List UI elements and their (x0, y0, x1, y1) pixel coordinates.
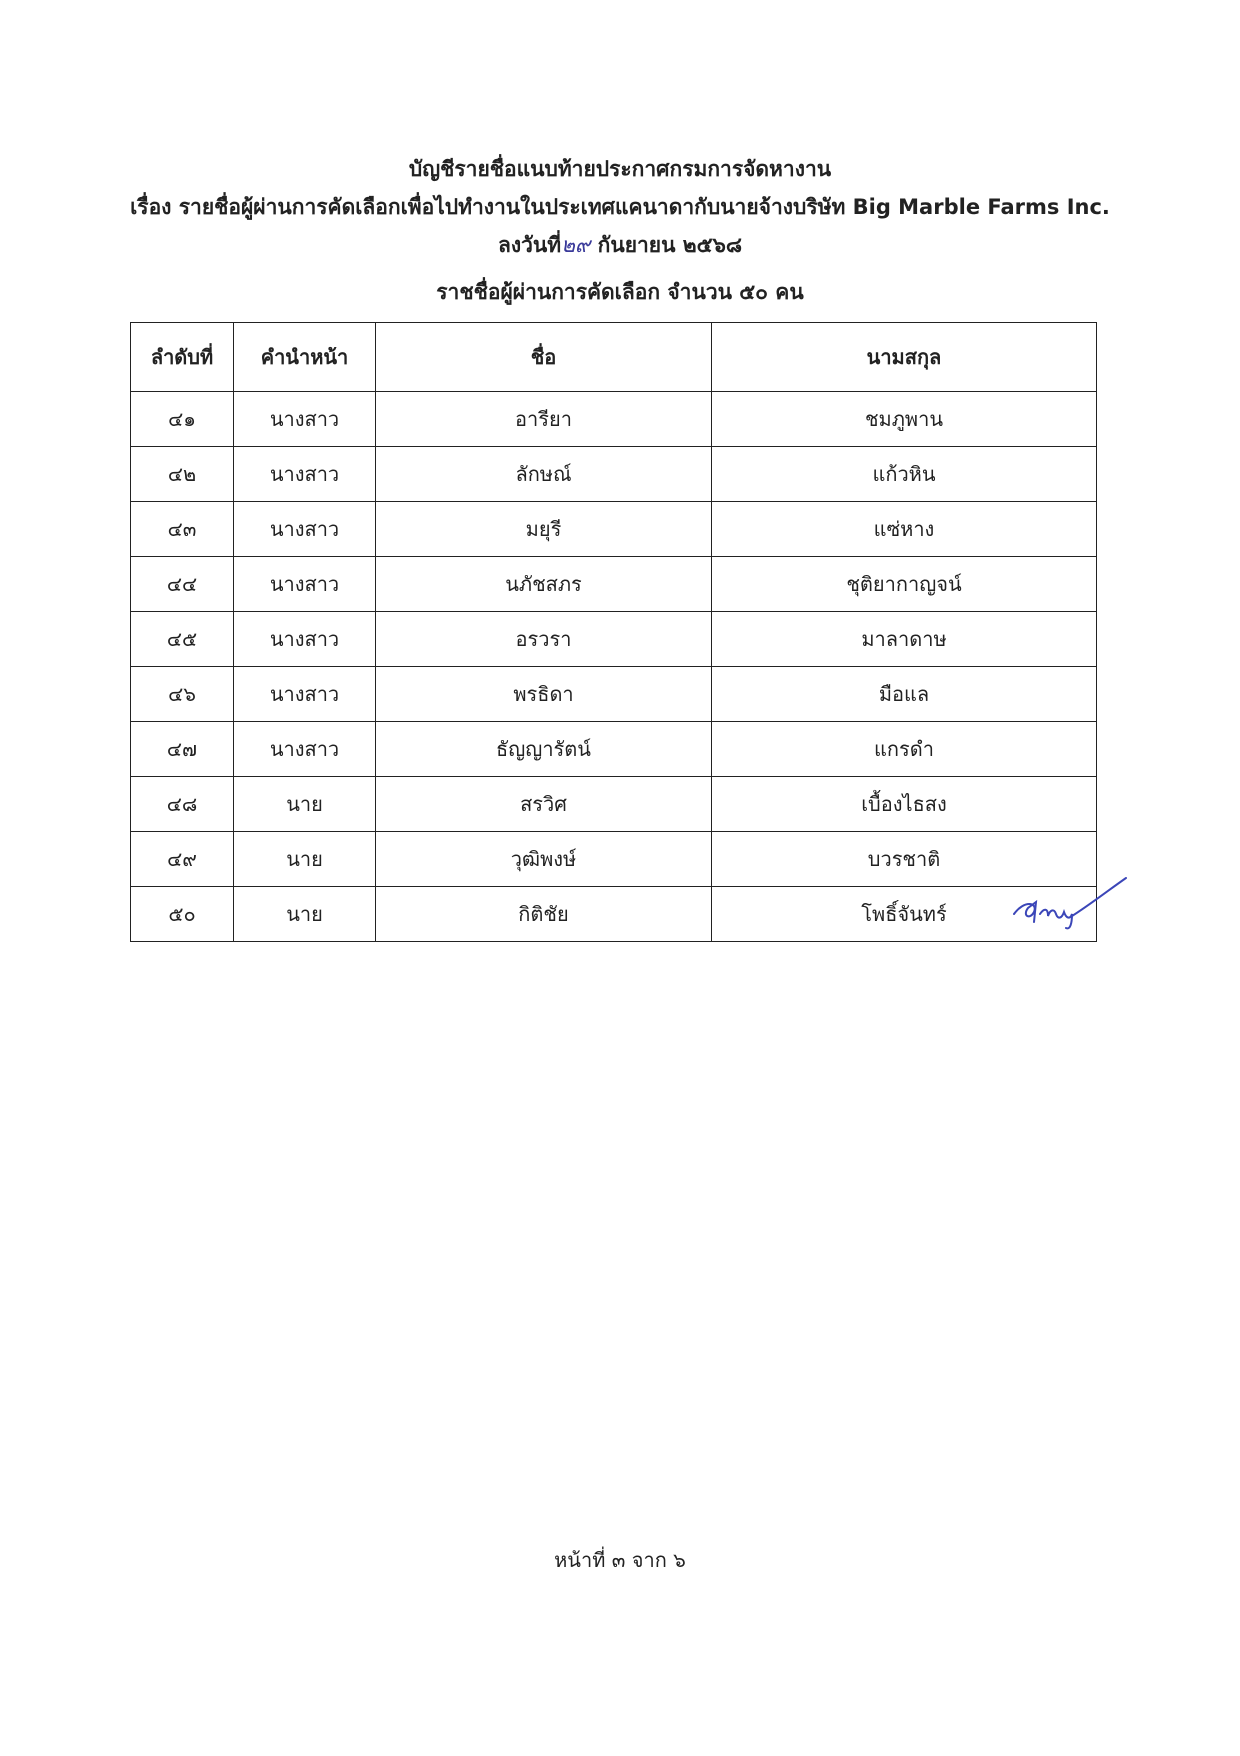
cell-first-name: สรวิศ (376, 777, 712, 832)
cell-prefix: นางสาว (234, 392, 376, 447)
table-row (131, 502, 1097, 557)
cell-first-name: อารียา (376, 392, 712, 447)
signature-mark (1010, 872, 1130, 932)
cell-first-name: อรวรา (376, 612, 712, 667)
cell-first-name: กิติชัย (376, 887, 712, 942)
header-number: ลำดับที่ (131, 323, 234, 392)
cell-number: ๔๙ (131, 832, 234, 887)
page-number: หน้าที่ ๓ จาก ๖ (554, 1548, 686, 1572)
cell-first-name: นภัชสภร (376, 557, 712, 612)
cell-prefix: นางสาว (234, 667, 376, 722)
cell-number: ๔๑ (131, 392, 234, 447)
cell-prefix: นางสาว (234, 722, 376, 777)
table-row (131, 777, 1097, 832)
cell-last-name: โพธิ์จันทร์ (712, 887, 1097, 942)
cell-prefix: นางสาว (234, 557, 376, 612)
cell-prefix: นางสาว (234, 447, 376, 502)
cell-first-name: ลักษณ์ (376, 447, 712, 502)
cell-number: ๔๗ (131, 722, 234, 777)
document-header (0, 150, 1240, 264)
header-first-name: ชื่อ (376, 323, 712, 392)
cell-number: ๔๕ (131, 612, 234, 667)
table-row (131, 447, 1097, 502)
cell-last-name: บวรชาติ (712, 832, 1097, 887)
cell-last-name: เบื้องไธสง (712, 777, 1097, 832)
header-prefix: คำนำหน้า (234, 323, 376, 392)
cell-first-name: พรธิดา (376, 667, 712, 722)
date-prefix: ลงวันที่ (497, 233, 562, 257)
date-rest: กันยายน ๒๕๖๘ (597, 233, 743, 257)
cell-last-name: แก้วหิน (712, 447, 1097, 502)
table-header-row (131, 323, 1097, 392)
table-row (131, 612, 1097, 667)
cell-number: ๔๒ (131, 447, 234, 502)
table-row (131, 722, 1097, 777)
cell-prefix: นางสาว (234, 502, 376, 557)
table-row (131, 832, 1097, 887)
cell-first-name: วุฒิพงษ์ (376, 832, 712, 887)
cell-number: ๔๖ (131, 667, 234, 722)
cell-prefix: นางสาว (234, 612, 376, 667)
header-last-name: นามสกุล (712, 323, 1097, 392)
roster-table (130, 322, 1097, 942)
cell-last-name: มือแล (712, 667, 1097, 722)
cell-prefix: นาย (234, 887, 376, 942)
cell-last-name: แซ่หาง (712, 502, 1097, 557)
cell-last-name: ชุติยากาญจน์ (712, 557, 1097, 612)
cell-number: ๕๐ (131, 887, 234, 942)
table-row (131, 887, 1097, 942)
cell-first-name: มยุรี (376, 502, 712, 557)
header-subject: เรื่อง รายชื่อผู้ผ่านการคัดเลือกเพื่อไปทำงานในประเทศแคนาดากับนายจ้างบริษัท Big Marble Farms Inc. (130, 195, 1110, 219)
header-title: บัญชีรายชื่อแนบท้ายประกาศกรมการจัดหางาน (408, 157, 832, 181)
header-date (0, 226, 1240, 264)
table-row (131, 557, 1097, 612)
table-row (131, 667, 1097, 722)
cell-prefix: นาย (234, 777, 376, 832)
cell-prefix: นาย (234, 832, 376, 887)
cell-last-name: มาลาดาษ (712, 612, 1097, 667)
cell-last-name: ชมภูพาน (712, 392, 1097, 447)
cell-number: ๔๘ (131, 777, 234, 832)
cell-last-name: แกรดำ (712, 722, 1097, 777)
date-day: ๒๙ (561, 233, 591, 257)
table-row (131, 392, 1097, 447)
cell-number: ๔๔ (131, 557, 234, 612)
cell-first-name: ธัญญารัตน์ (376, 722, 712, 777)
cell-number: ๔๓ (131, 502, 234, 557)
table-title: ราชชื่อผู้ผ่านการคัดเลือก จำนวน ๕๐ คน (436, 280, 804, 304)
